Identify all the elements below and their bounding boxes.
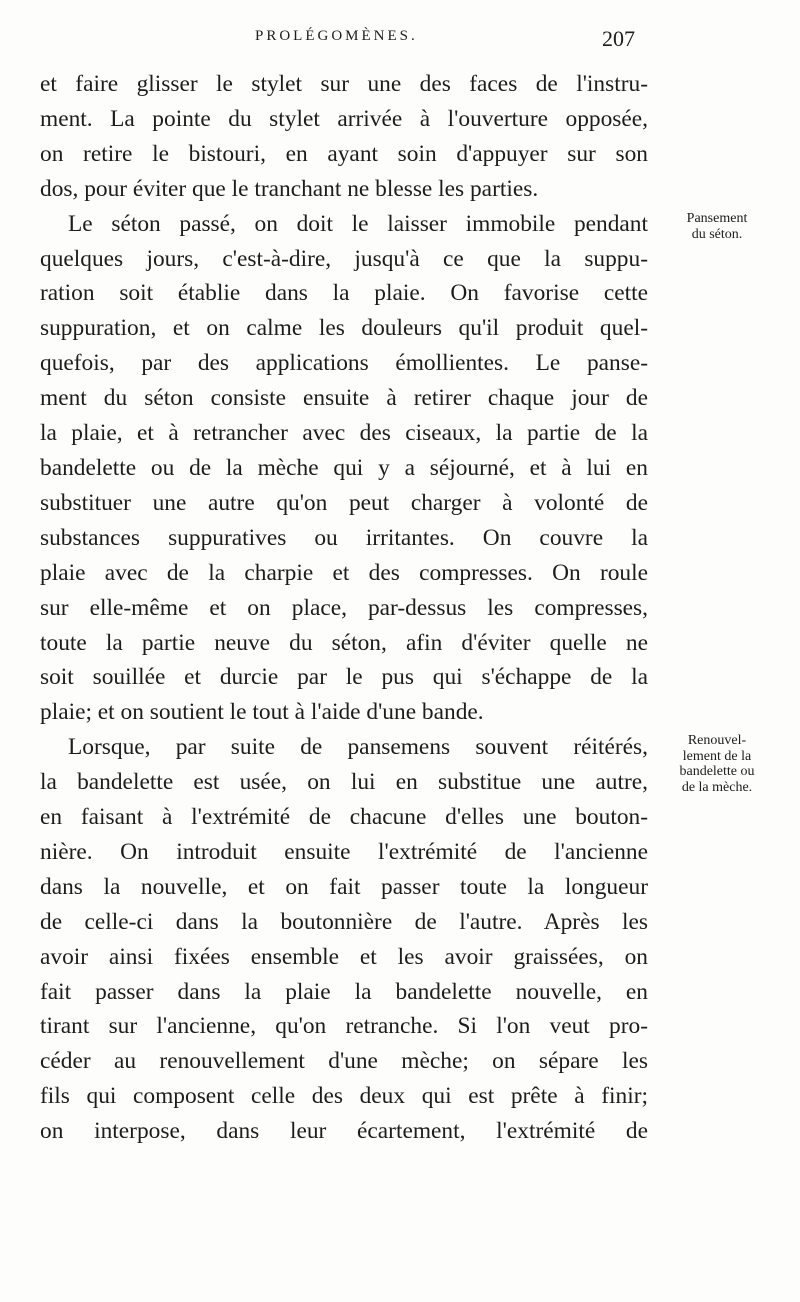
text-line: Le séton passé, on doit le laisser immobile pendant <box>68 210 648 237</box>
text-line: ment du séton consiste ensuite à retirer chaque jour de <box>40 385 648 412</box>
margin-note-pansement <box>662 211 772 242</box>
text-line: on interpose, dans leur écartement, l'extrémité de <box>40 1118 648 1145</box>
margin-note-line: bandelette ou <box>679 764 755 779</box>
text-line: fait passer dans la plaie la bandelette nouvelle, en <box>40 978 648 1005</box>
text-line: dans la nouvelle, et on fait passer toute la longueur <box>40 873 648 900</box>
text-line: sur elle-même et on place, par-dessus les compresses, <box>40 594 648 621</box>
text-line: céder au renouvellement d'une mèche; on sépare les <box>40 1048 648 1075</box>
text-line: la plaie, et à retrancher avec des ciseaux, la partie de la <box>40 420 648 447</box>
paragraph-2 <box>40 207 648 731</box>
text-line: on retire le bistouri, en ayant soin d'appuyer sur son <box>40 140 648 167</box>
body-text <box>40 67 648 1149</box>
running-title: PROLÉGOMÈNES. <box>255 28 418 44</box>
text-line: plaie; et on soutient le tout à l'aide d'une bande. <box>40 699 484 726</box>
text-line: substituer une autre qu'on peut charger à volonté de <box>40 489 648 516</box>
text-line: nière. On introduit ensuite l'extrémité de l'ancienne <box>40 838 648 865</box>
text-line: ration soit établie dans la plaie. On favorise cette <box>40 280 648 307</box>
text-line: quelques jours, c'est-à-dire, jusqu'à ce que la suppu- <box>40 245 648 272</box>
text-line: substances suppuratives ou irritantes. On couvre la <box>40 524 648 551</box>
text-line: bandelette ou de la mèche qui y a séjourné, et à lui en <box>40 454 648 481</box>
text-line: en faisant à l'extrémité de chacune d'elles une bouton- <box>40 804 648 831</box>
page-number: 207 <box>602 26 635 51</box>
margin-note-line: lement de la <box>682 748 752 764</box>
paragraph-3 <box>40 730 648 1149</box>
text-line: toute la partie neuve du séton, afin d'éviter quelle ne <box>40 629 648 656</box>
paragraph-1 <box>40 67 648 207</box>
text-line: soit souillée et durcie par le pus qui s'échappe de la <box>40 664 648 691</box>
text-line: et faire glisser le stylet sur une des faces de l'instru- <box>40 71 648 97</box>
text-line: ment. La pointe du stylet arrivée à l'ouverture opposée, <box>40 105 648 132</box>
margin-note-line: de la mèche. <box>681 779 753 795</box>
text-line: la bandelette est usée, on lui en substitue une autre, <box>40 769 648 796</box>
margin-note-line: du séton. <box>691 226 743 242</box>
text-line: tirant sur l'ancienne, qu'on retranche. Si l'on veut pro- <box>40 1013 648 1040</box>
text-line: fils qui composent celle des deux qui est prête à finir; <box>40 1083 648 1110</box>
text-line: de celle-ci dans la boutonnière de l'autre. Après les <box>40 908 648 935</box>
text-line: dos, pour éviter que le tranchant ne blesse les parties. <box>40 175 539 202</box>
text-line: avoir ainsi fixées ensemble et les avoir graissées, on <box>40 943 648 970</box>
margin-note-renouvellement <box>662 733 772 795</box>
margin-note-line: Pansement <box>686 211 748 226</box>
text-line: plaie avec de la charpie et des compresses. On roule <box>40 559 648 586</box>
margin-note-line: Renouvel- <box>687 733 747 748</box>
text-line: suppuration, et on calme les douleurs qu'il produit quel- <box>40 315 648 342</box>
text-line: Lorsque, par suite de pansemens souvent réitérés, <box>68 734 648 761</box>
text-line: quefois, par des applications émollientes. Le panse- <box>40 350 648 377</box>
